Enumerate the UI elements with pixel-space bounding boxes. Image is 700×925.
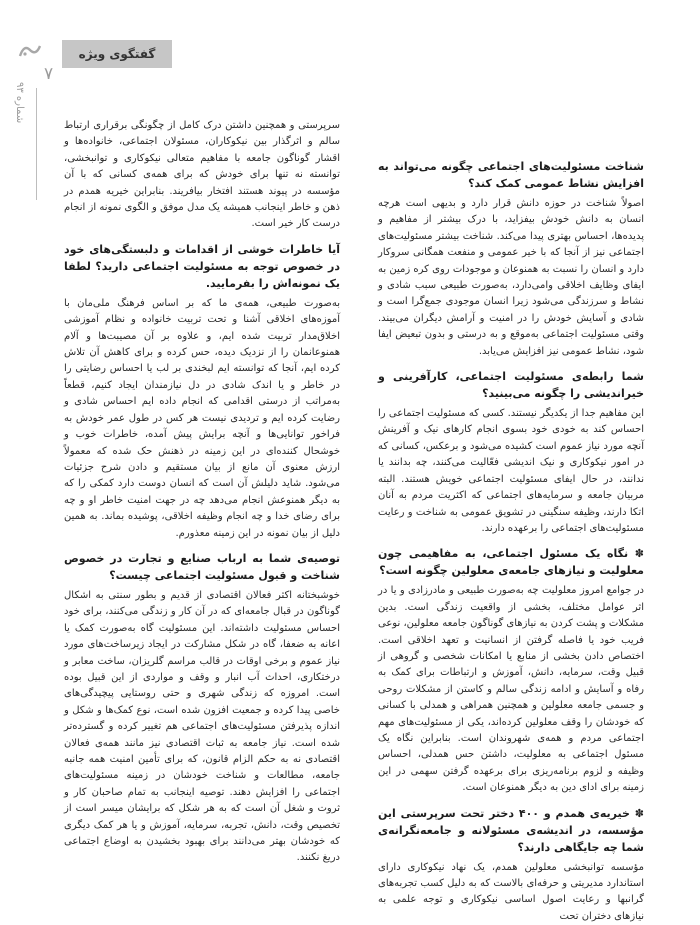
magazine-logo-icon xyxy=(18,42,42,60)
answer-paragraph: این مفاهیم جدا از یکدیگر نیستند. کسی که مسئولیت اجتماعی را احساس کند به خودی خود بسوی انجام کارهای نیک و آفرینش آنچه مورد نیاز عموم است کشیده می‌شود و برعکس، کسانی که در امور نیکوکاری و نیک اندیشی فعّالیت می‌کنند، چه بدانند یا ندانند، در حال ایفای مسئولیت اجتماعی خویش هستند. البته مربیان جامعه و سرمایه‌های اجتماعی که اکثریت مردم به آنان اتکا دارند، وظیفه سنگینی در تشویق عمومی به شناخت و رعایت مسئولیت‌های اجتماعی را برعهده دارند. xyxy=(378,408,644,534)
answer-paragraph: در جوامع امروز معلولیت چه به‌صورت طبیعی و مادرزادی و یا در اثر عوامل مختلف، بخشی از واقعیت زندگی است. بدین مشکلات و پشت کردن به نیازهای گوناگون جامعه معلولین، نوعی فریب خود یا فاصله گرفتن از انسانیت و تعهد اخلاقی است. اختصاص دادن بخشی از منابع یا امکانات شخصی و گروهی از قبیل وقت، سرمایه، دانش، آموزش و ارتباطات برای کمک به رفاه و آسایش و ادامه زندگی سالم و کاستن از مشکلات روحی و جسمی جامعه معلولین و همچنین همراهی و همدلی با کسانی که خودشان را وقف معلولین کرده‌اند، یکی از مسئولیت‌های مهم اجتماعی مردم و همه‌ی شهروندان است. بنابراین نگاه یک مسئول اجتماعی به معلولیت، داشتن حس همدلی، احساس وظیفه و لزوم برنامه‌ریزی برای برعهده گرفتن سهمی در این زمینه برای ادای دین به دیگر همنوعان است. xyxy=(378,585,644,794)
answer-paragraph: سرپرستی و همچنین داشتن درک کامل از چگونگی برقراری ارتباط سالم و اثرگذار بین نیکوکاران، مسئولان اجتماعی، خانواده‌ها و اقشار گوناگون جامعه با مفاهیم متعالی نیکوکاری و توانبخشی، توانسته نه تنها برای خودش که برای همه‌ی کسانی که با آن مؤسسه در پیوند هستند افتخار بیافریند. بنابراین خیریه همدم در ذهن و خاطر اینجانب همیشه یک مدل موفق و الگوی نمونه از انجام درست کار خیر است. xyxy=(64,120,340,230)
page-number: ۷ xyxy=(44,64,54,84)
margin-divider xyxy=(36,88,37,200)
answer-paragraph: خوشبختانه اکثر فعالان اقتصادی از قدیم و بطور سنتی به اشکال گوناگون در قبال جامعه‌ای که در آن کار و زندگی می‌کنند، برای خود احساس مسئولیت داشته‌اند. این مسئولیت گاه به‌صورت کمک یا اعانه به ضعفا، گاه در شکل مشارکت در ایجاد زیرساخت‌های مورد نیاز عموم و برخی اوقات در قالب مراسم گلریزان، ساخت معابر و درختکاری، احداث آب انبار و وقف و مواردی از این قبیل بوده است. امروزه که زندگی شهری و حتی روستایی پیچیدگی‌های خاصی پیدا کرده و جمعیت افزون شده است، نوع کمک‌ها و شکل و اندازه پذیرفتن مسئولیت‌های اجتماعی هم تغییر کرده و گسترده‌تر شده است. نیاز جامعه به ثبات اقتصادی نیز مانند همه‌ی فعالان اقتصادی نه به حکم الزام قانون، که برای تأمین امنیت همه جانبه جامعه، مطالعات و شناخت خودشان در زمینه مسئولیت‌های اجتماعی را افزایش دهند. توصیه اینجانب به تمام صاحبان کار و ثروت و شغل آن است که به هر شکل که برایشان میسر است از تخصیص وقت، دانش، تجربه، سرمایه، آموزش و یا هر کمک دیگری که خودشان بهتر می‌دانند برای بهبود بخشیدن به اوضاع اجتماعی دریغ نکنند. xyxy=(64,589,340,864)
question-heading: شناخت مسئولیت‌های اجتماعی چگونه می‌تواند به افزایش نشاط عمومی کمک کند؟ xyxy=(378,160,644,190)
margin-rail xyxy=(0,0,62,900)
question-heading: آیا خاطرات خوشی از اقدامات و دلبستگی‌های خود در خصوص توجه به مسئولیت اجتماعی دارید؟ لطفا یک نمونه‌اش را بفرمایید. xyxy=(64,242,340,290)
question-heading: ✽ نگاه یک مسئول اجتماعی، به مفاهیمی چون معلولیت و نیازهای جامعه‌ی معلولین چگونه است؟ xyxy=(378,547,644,578)
right-text-column xyxy=(378,150,645,922)
question-heading: شما رابطه‌ی مسئولیت اجتماعی، کارآفرینی و خیراندیشی را چگونه می‌بینید؟ xyxy=(378,370,644,401)
question-heading: توصیه‌ی شما به ارباب صنایع و تجارت در خصوص شناخت و قبول مسئولیت اجتماعی چیست؟ xyxy=(64,551,340,582)
section-tab: گفتگوی ویژه xyxy=(62,40,172,68)
answer-paragraph: مؤسسه توانبخشی معلولین همدم، یک نهاد نیکوکاری دارای استاندارد مدیریتی و حرفه‌ای بالاست که به دلیل کسب تجربه‌های گرانبها و رعایت اصول اساسی نیکوکاری و توجه علمی به نیازهای دختران تحت xyxy=(378,861,644,922)
issue-label: شماره ۹۳ xyxy=(14,82,25,124)
left-text-column xyxy=(64,118,340,878)
question-heading: ✽ خیریه‌ی همدم و ۴۰۰ دختر تحت سرپرستی این مؤسسه، در اندیشه‌ی مسئولانه و جامعه‌نگرانه‌ی شما چه جایگاهی دارند؟ xyxy=(378,806,645,854)
answer-paragraph: اصولاً شناخت در حوزه دانش قرار دارد و بدیهی است هرچه انسان به دانش خودش بیفزاید، با درک بیشتر از مفاهیم و پدیده‌ها، احساس بهتری پیدا می‌کند. شناخت بیشتر مسئولیت‌های اجتماعی نیز از آنجا که با خیر عمومی و منفعت همگانی سروکار دارد و انسان را نسبت به همنوعان و موجودات روی کره زمین به ایفای وظایف اخلاقی وامی‌دارد، به‌صورت طبیعی سبب شادی و نشاط و سرزندگی می‌شود زیرا انسان موجودی جمع‌گرا است و شادی و آسایش خودش را در امنیت و آرامش دیگران می‌بیند. وقتی مسئولیت اجتماعی به‌موقع و به درستی و بدون تبعیض ایفا شود، نشاط عمومی نیز افزایش می‌یابد. xyxy=(378,198,644,357)
answer-paragraph: به‌صورت طبیعی، همه‌ی ما که بر اساس فرهنگ ملی‌مان با آموزه‌های اخلاقی آشنا و تحت تربیت خانواده و نظام آموزشی اخلاق‌مدار تربیت شده ایم، و علاوه بر آن مصیبت‌ها و آلام همنوعانمان را از نزدیک دیده، حس کرده و برای کاهش آن تلاش کرده ایم، آنجا که توانسته ایم لبخندی بر لب یا احساس رضایتی را در خاطر و یا اندک شادی در دل نیازمندان ایجاد کنیم، قطعاً به‌مراتب از درستی اقدامی که انجام داده ایم احساس شادی و رضایت کرده ایم و تردیدی نیست هر کس در طول عمر خودش به فراخور توانایی‌ها و آنچه برایش پیش آمده، خاطرات خوب و خوشحال کننده‌ای در این زمینه در ذهنش حک شده که معمولاً ارزش معنوی آن مانع از بیان مستقیم و دادن شرح جزئیات می‌شود. شاید دلیلش آن است که انسان دوست دارد کمکی را که به دیگر همنوعش انجام می‌دهد چه در جهت امنیت خاطر او و چه برای رضای خدا و چه انجام وظیفه اخلاقی، پوشیده بماند. به همین دلیل از بیان نمونه در این زمینه معذورم. xyxy=(64,297,340,539)
